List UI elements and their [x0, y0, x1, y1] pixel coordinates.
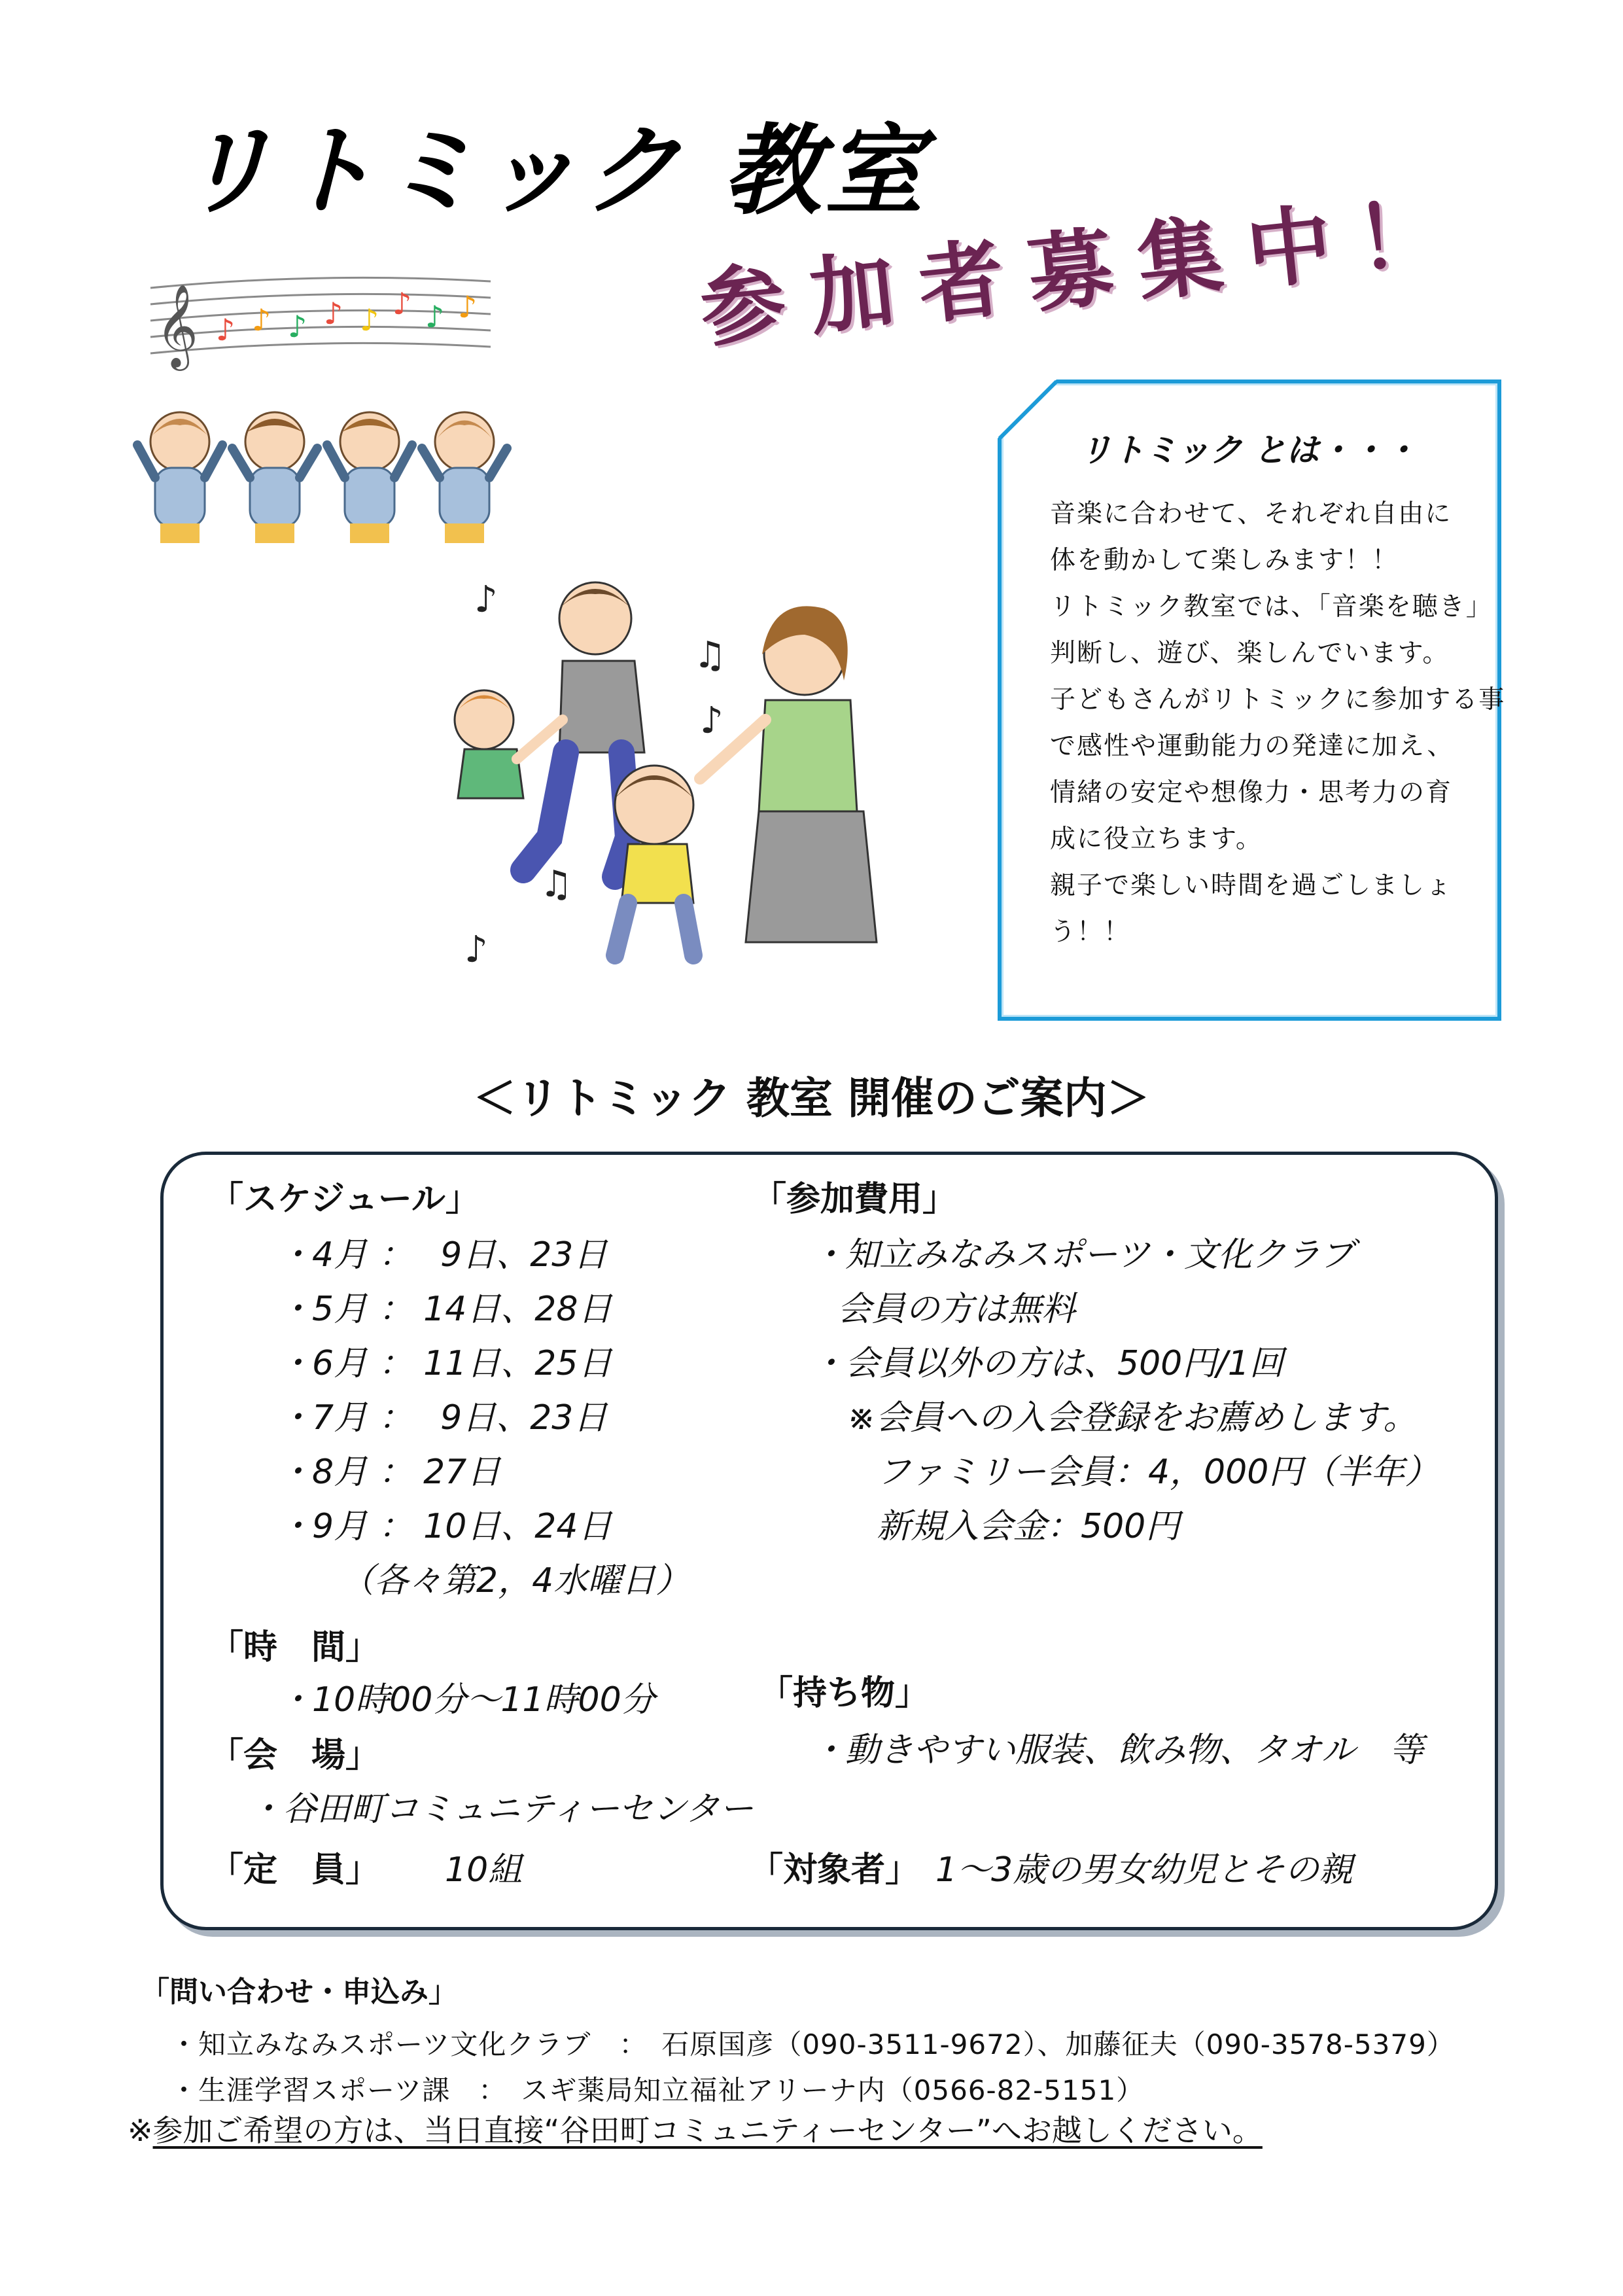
- note-mark: ※: [128, 2113, 153, 2148]
- fee-line: ・知立みなみスポーツ・文化クラブ: [811, 1235, 1354, 1275]
- svg-text:♪: ♪: [360, 302, 379, 338]
- music-staff-illustration: [137, 268, 504, 380]
- svg-text:♪: ♪: [464, 928, 488, 971]
- fee-line: ※会員への入会登録をお薦めします。: [847, 1398, 1418, 1438]
- about-line: 音楽に合わせて、それぞれ自由に: [1050, 499, 1452, 529]
- schedule-row: ・5月 ： 14日、28日: [278, 1290, 612, 1329]
- schedule-row: ・8月 ： 27日: [278, 1453, 501, 1492]
- target-value: 1～3歳の男女幼児とその親: [935, 1850, 1353, 1890]
- contact-label: 「問い合わせ・申込み」: [141, 1975, 457, 2009]
- children-illustration: [128, 406, 533, 569]
- schedule-row: ・4月 ： 9日、23日: [278, 1235, 608, 1275]
- about-line: 情緒の安定や想像力・思考力の育: [1050, 778, 1453, 807]
- svg-text:♫: ♫: [693, 634, 727, 677]
- about-text: [1050, 491, 1506, 955]
- fee-label: 「参加費用」: [752, 1180, 957, 1219]
- contact-line: ・生涯学習スポーツ課 ： スギ薬局知立福祉アリーナ内（0566-82-5151）: [170, 2074, 1145, 2106]
- schedule-row: ・9月 ： 10日、24日: [278, 1507, 612, 1546]
- contact-line: ・知立みなみスポーツ文化クラブ ： 石原国彦（090-3511-9672）、加藤征夫（090-3578-5379）: [170, 2028, 1455, 2060]
- time-label: 「時 間」: [209, 1628, 380, 1667]
- svg-text:♪: ♪: [458, 289, 478, 325]
- page-title: リトミック 教室: [177, 115, 928, 228]
- target-label: 「対象者」: [749, 1850, 920, 1890]
- schedule-row: ・7月 ： 9日、23日: [278, 1398, 608, 1438]
- venue-label: 「会 場」: [209, 1736, 380, 1775]
- svg-text:♪: ♪: [474, 578, 498, 621]
- schedule-row: ・6月 ： 11日、25日: [278, 1344, 612, 1383]
- belongings-label: 「持ち物」: [759, 1674, 930, 1713]
- capacity-value: 10組: [445, 1850, 523, 1890]
- fee-line: 新規入会金：500円: [877, 1507, 1180, 1546]
- info-box-corner: [998, 380, 1063, 445]
- svg-text:♪: ♪: [216, 312, 236, 347]
- svg-text:♪: ♪: [324, 296, 343, 331]
- note-text: 参加ご希望の方は、当日直接“谷田町コミュニティーセンター”へお越しください。: [152, 2113, 1263, 2148]
- page-subtitle: 参加者募集中！: [695, 179, 1471, 360]
- svg-text:♪: ♪: [252, 302, 271, 338]
- schedule-label: 「スケジュール」: [209, 1180, 480, 1219]
- svg-text:♪: ♪: [288, 309, 307, 344]
- fee-line: ファミリー会員：4，000円（半年）: [877, 1453, 1439, 1492]
- fee-line: 会員の方は無料: [837, 1290, 1076, 1329]
- about-line: 判断し、遊び、楽しんでいます。: [1050, 639, 1450, 668]
- svg-text:♪: ♪: [425, 299, 445, 334]
- family-dancing-illustration: [419, 563, 909, 995]
- capacity-label: 「定 員」: [209, 1850, 380, 1890]
- about-line: 親子で楽しい時間を過ごしましょ: [1050, 871, 1453, 900]
- svg-text:♪: ♪: [700, 699, 724, 742]
- about-title: リトミック とは・・・: [1079, 431, 1418, 469]
- schedule-note: （各々第2，4水曜日）: [340, 1561, 690, 1600]
- attendance-note: [128, 2107, 1263, 2150]
- venue-value: ・谷田町コミュニティーセンター: [249, 1790, 754, 1829]
- about-line: で感性や運動能力の発達に加え、: [1050, 732, 1454, 761]
- time-value: ・10時00分～11時00分: [278, 1680, 655, 1720]
- svg-text:♫: ♫: [540, 863, 573, 906]
- about-line: リトミック教室では、「音楽を聴き」: [1050, 592, 1493, 622]
- about-line: 成に役立ちます。: [1050, 824, 1263, 854]
- about-line: う！！: [1050, 917, 1131, 947]
- about-line: 子どもさんがリトミックに参加する事: [1050, 685, 1506, 715]
- svg-text:𝄞: 𝄞: [156, 283, 199, 367]
- about-line: 体を動かして楽しみます！！: [1050, 546, 1399, 575]
- svg-text:♪: ♪: [393, 286, 412, 321]
- fee-line: ・会員以外の方は、500円/1回: [811, 1344, 1283, 1383]
- section-heading: ＜リトミック 教室 開催のご案内＞: [473, 1073, 1150, 1123]
- belongings-value: ・動きやすい服装、飲み物、タオル 等: [811, 1731, 1424, 1770]
